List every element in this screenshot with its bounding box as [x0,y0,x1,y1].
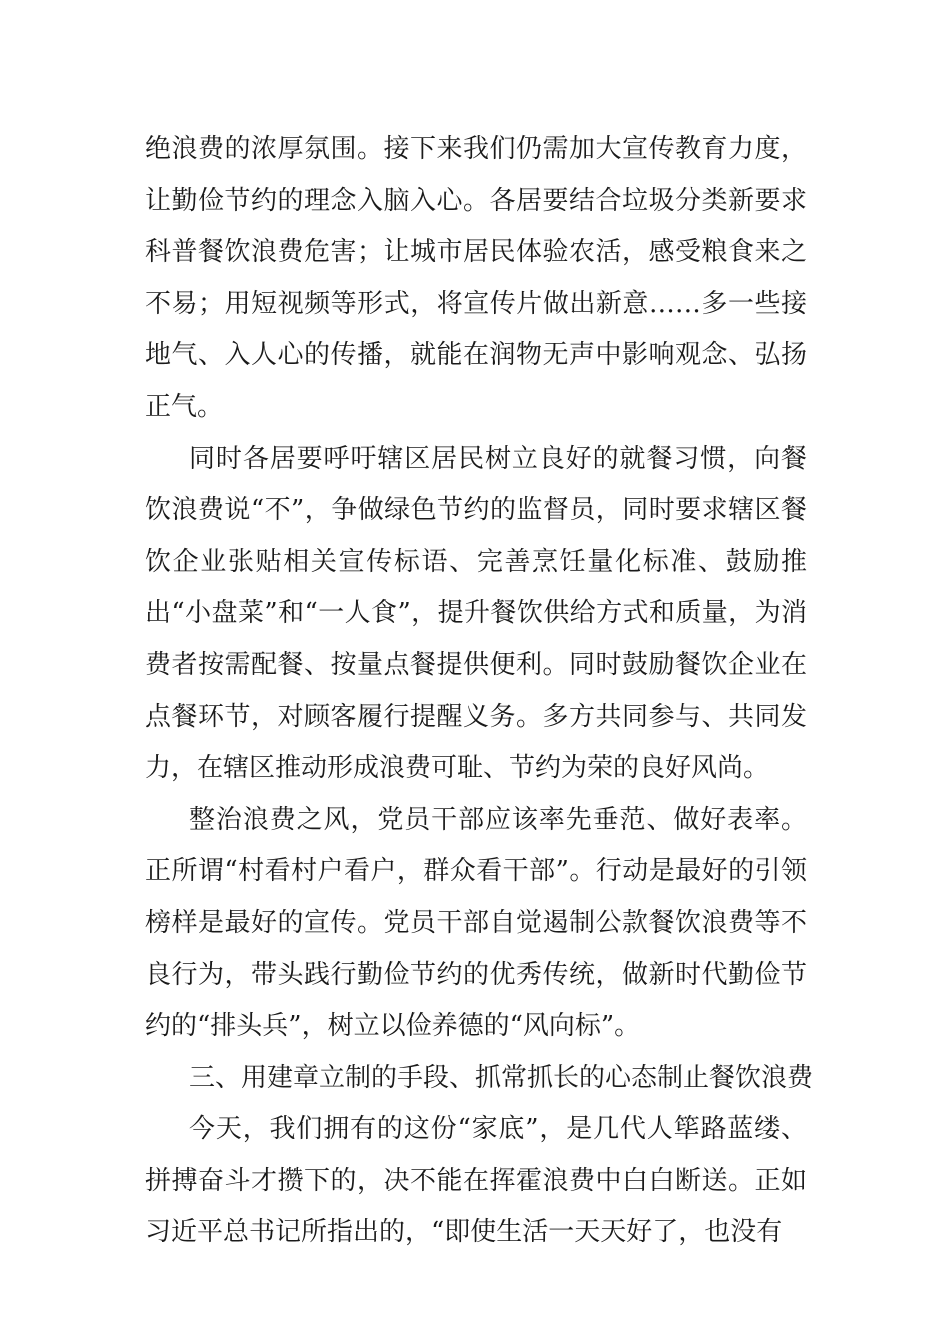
paragraph-residents-habits: 同时各居要呼吁辖区居民树立良好的就餐习惯，向餐饮浪费说“不”，争做绿色节约的监督员，同时要求辖区餐饮企业张贴相关宣传标语、完善烹饪量化标准、鼓励推出“小盘菜”和“一人食”，提升餐饮供给方式和质量，为消费者按需配餐、按量点餐提供便利。同时鼓励餐饮企业在点餐环节，对顾客履行提醒义务。多方共同参与、共同发力，在辖区推动形成浪费可耻、节约为荣的良好风尚。 [145,443,807,784]
paragraph-family-assets: 今天，我们拥有的这份“家底”，是几代人筚路蓝缕、拼搏奋斗才攒下的，决不能在挥霍浪费中白白断送。正如习近平总书记所指出的，“即使生活一天天好了，也没有 [145,1114,807,1248]
document-body [145,124,814,1259]
paragraph-continuation: 绝浪费的浓厚氛围。接下来我们仍需加大宣传教育力度，让勤俭节约的理念入脑入心。各居要结合垃圾分类新要求科普餐饮浪费危害；让城市居民体验农活，感受粮食来之不易；用短视频等形式，将宣传片做出新意……多一些接地气、入人心的传播，就能在润物无声中影响观念、弘扬正气。 [145,134,807,422]
section-heading: 三、用建章立制的手段、抓常抓长的心态制止餐饮浪费 [189,1062,814,1093]
paragraph-party-cadres: 整治浪费之风，党员干部应该率先垂范、做好表率。正所谓“村看村户看户，群众看干部”。行动是最好的引领榜样是最好的宣传。党员干部自觉遏制公款餐饮浪费等不良行为，带头践行勤俭节约的优秀传统，做新时代勤俭节约的“排头兵”，树立以俭养德的“风向标”。 [145,804,807,1042]
